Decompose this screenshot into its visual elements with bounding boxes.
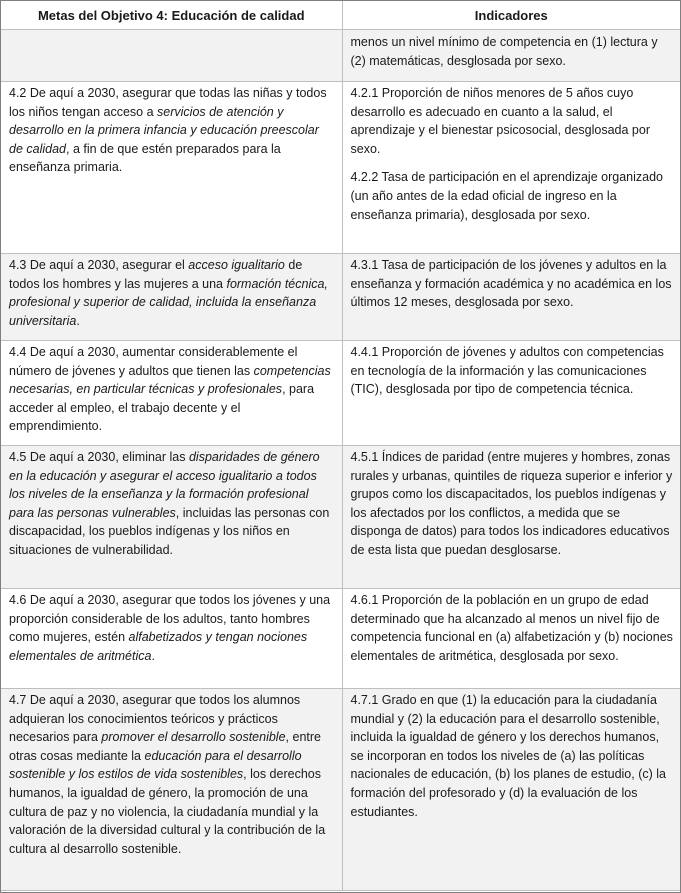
indicator-paragraph <box>351 33 675 70</box>
indicator-cell <box>342 82 680 254</box>
indicator-paragraph <box>351 256 675 312</box>
text-run: 4.7 De aquí a 2030, asegurar que todos los alumnos adquieran los conocimientos teóricos y prácticos necesarios para <box>9 693 301 745</box>
indicator-paragraph <box>351 343 675 399</box>
table-row <box>1 689 680 891</box>
indicator-cell <box>342 589 680 689</box>
table-row <box>1 254 680 341</box>
target-cell <box>1 446 342 589</box>
indicator-cell <box>342 30 680 82</box>
indicator-paragraph <box>351 691 675 821</box>
indicator-paragraph <box>351 448 675 560</box>
text-run: 4.3.1 Tasa de participación de los jóvenes y adultos en la enseñanza y formación académica y no académica en los últimos 12 meses, desglosada por sexo. <box>350 258 672 310</box>
text-run: , a fin de que estén preparados para la enseñanza primaria. <box>9 141 281 175</box>
italic-text: acceso igualitario <box>188 258 285 272</box>
text-run: menos un nivel mínimo de competencia en (1) lectura y (2) matemáticas, desglosada por sexo. <box>350 35 658 68</box>
text-run: de todos los hombres y las mujeres a una <box>9 258 303 291</box>
table-row <box>1 82 680 254</box>
text-run: , incluidas las personas con discapacidad, los pueblos indígenas y los niños en situaciones de vulnerabilidad. <box>9 505 330 557</box>
indicator-paragraph <box>351 591 675 665</box>
target-cell <box>1 254 342 341</box>
table-row <box>1 589 680 689</box>
text-run: 4.2.1 Proporción de niños menores de 5 años cuyo desarrollo es adecuado en cuanto a la salud, el aprendizaje y el bienestar psicosocial, desglosada por sexo. <box>350 86 650 156</box>
target-cell <box>1 341 342 446</box>
text-run: 4.2 De aquí a 2030, asegurar que todas las niñas y todos los niños tengan acceso a <box>9 86 327 119</box>
table-row <box>1 30 680 82</box>
italic-text: servicios de atención y desarrollo en la primera infancia y educación preescolar de calidad <box>9 104 319 156</box>
text-run: 4.4 De aquí a 2030, aumentar considerablemente el número de jóvenes y adultos que tienen las <box>9 345 298 378</box>
table-row <box>1 446 680 589</box>
indicator-paragraph <box>351 168 675 224</box>
table-row <box>1 341 680 446</box>
text-run: 4.3 De aquí a 2030, asegurar el <box>9 258 189 272</box>
text-run: , los derechos humanos, la igualdad de género, la promoción de una cultura de paz y no violencia, la ciudadanía mundial y la valoración de la diversidad cultural y la contribución de la cultura al desarrollo sostenible. <box>9 767 326 856</box>
indicator-cell <box>342 446 680 589</box>
italic-text: alfabetizados y tengan nociones elementales de aritmética <box>9 630 308 663</box>
target-cell <box>1 30 342 82</box>
text-run: 4.6 De aquí a 2030, asegurar que todos los jóvenes y una proporción considerable de los adultos, tanto hombres como mujeres, estén <box>9 593 331 645</box>
text-run: 4.2.2 Tasa de participación en el aprendizaje organizado (un año antes de la edad oficial de ingreso en la enseñanza primaria), desglosada por sexo. <box>350 170 663 222</box>
table-body <box>1 30 680 891</box>
text-run: , entre otras cosas mediante la <box>9 730 321 763</box>
indicator-paragraph <box>351 84 675 158</box>
text-run: 4.6.1 Proporción de la población en un grupo de edad determinado que ha alcanzado al menos un nivel fijo de competencia funcional en (a) alfabetización y (b) nociones elementales de aritmética, desglosada por sexo. <box>350 593 673 663</box>
text-run: 4.5 De aquí a 2030, eliminar las <box>9 450 189 464</box>
indicator-cell <box>342 689 680 891</box>
text-run: , para acceder al empleo, el trabajo decente y el emprendimiento. <box>9 382 315 434</box>
text-run: 4.4.1 Proporción de jóvenes y adultos con competencias en tecnología de la información y las comunicaciones (TIC), desglosada por tipo de competencia técnica. <box>350 345 664 397</box>
text-run: . <box>76 313 80 328</box>
sdg4-targets-table <box>1 1 680 891</box>
indicator-cell <box>342 254 680 341</box>
target-cell <box>1 689 342 891</box>
italic-text: educación para el desarrollo sostenible y los estilos de vida sostenibles <box>9 748 302 782</box>
header-indicadores: Indicadores <box>342 1 680 30</box>
italic-text: promover el desarrollo sostenible <box>101 730 286 745</box>
indicator-cell <box>342 341 680 446</box>
italic-text: formación técnica, profesional y superior de calidad, incluida la enseñanza universitaria <box>9 276 328 328</box>
header-metas: Metas del Objetivo 4: Educación de calidad <box>1 1 342 30</box>
target-cell <box>1 82 342 254</box>
table-header-row <box>1 1 680 30</box>
target-cell <box>1 589 342 689</box>
text-run: . <box>151 648 155 663</box>
italic-text: competencias necesarias, en particular técnicas y profesionales <box>9 363 331 397</box>
italic-text: disparidades de género en la educación y asegurar el acceso igualitario a todos los niveles de la enseñanza y la formación profesional para las personas vulnerables <box>9 450 320 520</box>
text-run: 4.5.1 Índices de paridad (entre mujeres y hombres, zonas rurales y urbanas, quintiles de riqueza superior e inferior y grupos como los discapacitados, los pueblos indígenas y los afectados por los conflictos, a medida que se disponga de datos) para todos los indicadores educativos de esta lista que puedan desglosarse. <box>350 450 673 557</box>
text-run: 4.7.1 Grado en que (1) la educación para la ciudadanía mundial y (2) la educación para el desarrollo sostenible, incluida la igualdad de género y los derechos humanos, se incorporan en todos los niveles de (a) las políticas nacionales de educación, (b) los planes de estudio, (c) la formación del profesorado y (d) la evaluación de los estudiantes. <box>350 693 666 819</box>
